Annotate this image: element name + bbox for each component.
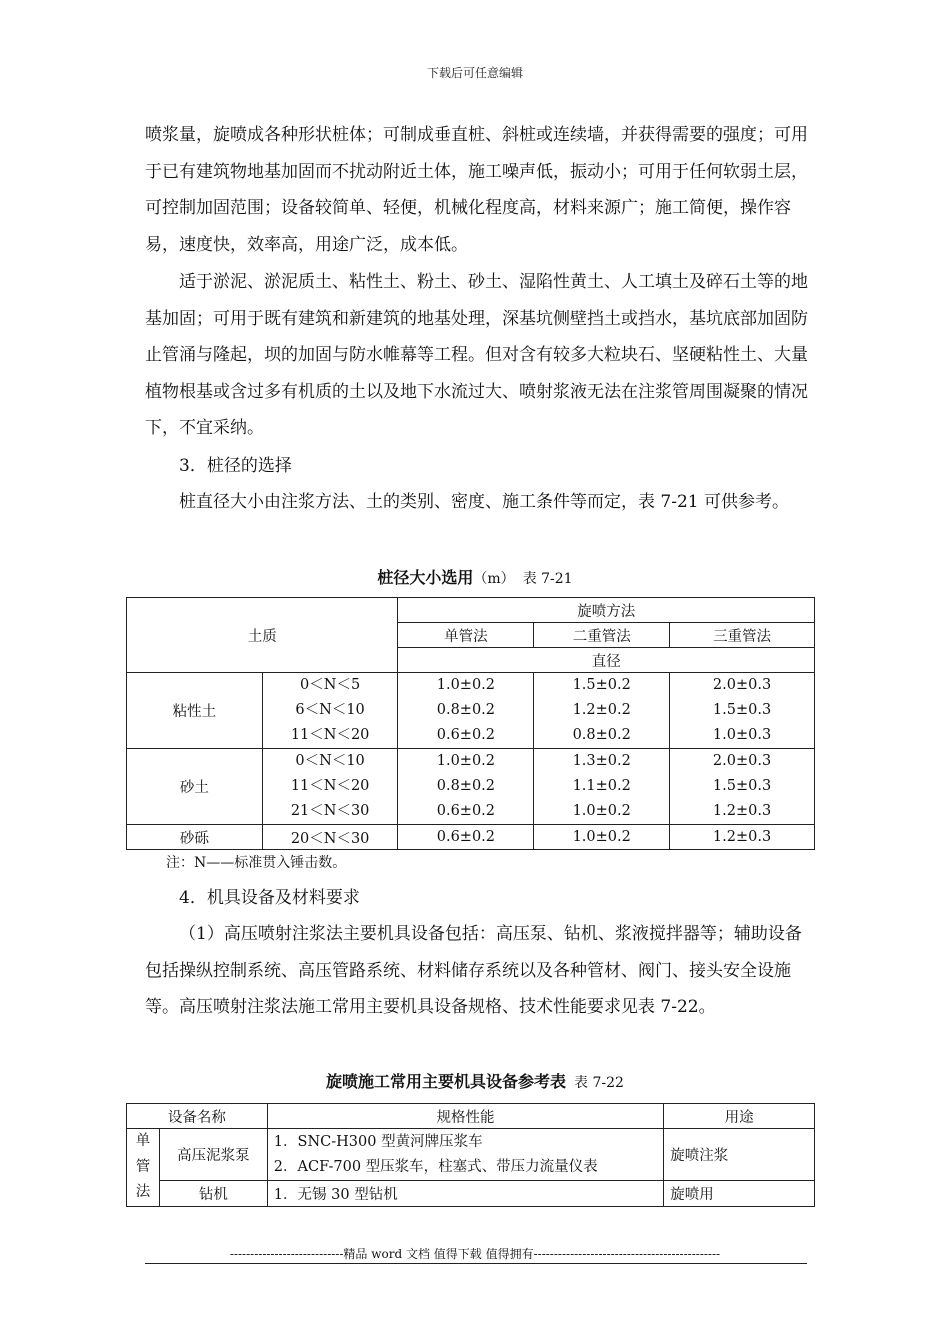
soil-header: 土质 [127, 598, 398, 673]
soil-type-cell: 砂土 [127, 749, 263, 825]
equipment-use: 旋喷用 [664, 1181, 815, 1207]
method-header: 旋喷方法 [398, 598, 815, 623]
equipment-name: 钻机 [159, 1181, 267, 1207]
n-range-cell: 20＜N＜30 [262, 825, 398, 850]
header-use: 用途 [664, 1104, 815, 1129]
table-row [127, 749, 815, 825]
equipment-spec: 1．SNC-H300 型黄河牌压浆车 2．ACF-700 型压浆车，柱塞式、带压力流量仪表 [267, 1129, 663, 1181]
method-single: 单管法 [398, 623, 534, 648]
diameter-label: 直径 [398, 648, 815, 673]
equipment-use: 旋喷注浆 [664, 1129, 815, 1181]
single-values: 1.0±0.2 0.8±0.2 0.6±0.2 [398, 673, 534, 749]
soil-type-cell: 粘性土 [127, 673, 263, 749]
n-range-cell: 0＜N＜5 6＜N＜10 11＜N＜20 [262, 673, 398, 749]
n-range-cell: 0＜N＜10 11＜N＜20 21＜N＜30 [262, 749, 398, 825]
page-header: 下载后可任意编辑 [426, 66, 523, 80]
triple-values: 2.0±0.3 1.5±0.3 1.0±0.3 [670, 673, 815, 749]
equipment-spec: 1．无锡 30 型钻机 [267, 1181, 663, 1207]
table-row [127, 1129, 815, 1181]
paragraph-equipment: （1）高压喷射注浆法主要机具设备包括：高压泵、钻机、浆液搅拌器等；辅助设备包括操纵控制系统、高压管路系统、材料储存系统以及各种管材、阀门、接头安全设施等。高压喷射注浆法施工常用主要机具设备规格、技术性能要求见表 7-22。 [145, 924, 802, 1017]
header-spec: 规格性能 [267, 1104, 663, 1129]
pile-diameter-table [126, 597, 815, 850]
header-equipment-name: 设备名称 [127, 1104, 268, 1129]
equipment-name: 高压泥浆泵 [159, 1129, 267, 1181]
table-7-21-note: 注：N——标准贯入锤击数。 [166, 855, 347, 871]
paragraph-properties: 喷浆量，旋喷成各种形状桩体；可制成垂直桩、斜桩或连续墙，并获得需要的强度；可用于已有建筑物地基加固而不扰动附近土体，施工噪声低，振动小；可用于任何软弱土层，可控制加固范围；设备较简单、轻便，机械化程度高，材料来源广；施工简便，操作容易，速度快，效率高，用途广泛，成本低。 [145, 125, 808, 255]
category-single-pipe: 单 管 法 [127, 1129, 160, 1207]
paragraph-applicability: 适于淤泥、淤泥质土、粘性土、粉土、砂土、湿陷性黄土、人工填土及碎石土等的地基加固；可用于既有建筑和新建筑的地基处理，深基坑侧壁挡土或挡水，基坑底部加固防止管涌与隆起，坝的加固与防水帷幕等工程。但对含有较多大粒块石、坚硬粘性土、大量植物根基或含过多有机质的土以及地下水流过大、喷射浆液无法在注浆管周围凝聚的情况下，不宜采纳。 [145, 272, 808, 438]
table-7-21-caption [0, 565, 950, 588]
footer-divider [145, 1263, 807, 1264]
paragraph-pile-diameter: 桩直径大小由注浆方法、土的类别、密度、施工条件等而定，表 7-21 可供参考。 [179, 492, 789, 512]
table-row [127, 673, 815, 749]
soil-type-cell: 砂砾 [127, 825, 263, 850]
table-7-21-number: 表 7-21 [522, 571, 573, 587]
single-values: 0.6±0.2 [398, 825, 534, 850]
table-7-21-title: 桩径大小选用 [377, 568, 474, 587]
triple-values: 2.0±0.3 1.5±0.3 1.2±0.3 [670, 749, 815, 825]
table-row [127, 825, 815, 850]
double-values: 1.3±0.2 1.1±0.2 1.0±0.2 [534, 749, 670, 825]
table-7-22-number: 表 7-22 [574, 1075, 624, 1091]
method-double: 二重管法 [534, 623, 670, 648]
single-values: 1.0±0.2 0.8±0.2 0.6±0.2 [398, 749, 534, 825]
double-values: 1.5±0.2 1.2±0.2 0.8±0.2 [534, 673, 670, 749]
double-values: 1.0±0.2 [534, 825, 670, 850]
page-footer: ----------------------------精品 word 文档 值得下载 值得拥有---------------------------------------------- [229, 1247, 721, 1261]
table-7-22-caption [0, 1069, 950, 1092]
equipment-table [126, 1103, 815, 1207]
section-heading-pile-diameter: 3．桩径的选择 [179, 456, 292, 476]
method-triple: 三重管法 [670, 623, 815, 648]
table-row [127, 1181, 815, 1207]
section-heading-equipment: 4．机具设备及材料要求 [179, 888, 360, 908]
table-7-22-title: 旋喷施工常用主要机具设备参考表 [326, 1072, 567, 1091]
triple-values: 1.2±0.3 [670, 825, 815, 850]
table-7-21-unit: （m） [473, 571, 515, 587]
